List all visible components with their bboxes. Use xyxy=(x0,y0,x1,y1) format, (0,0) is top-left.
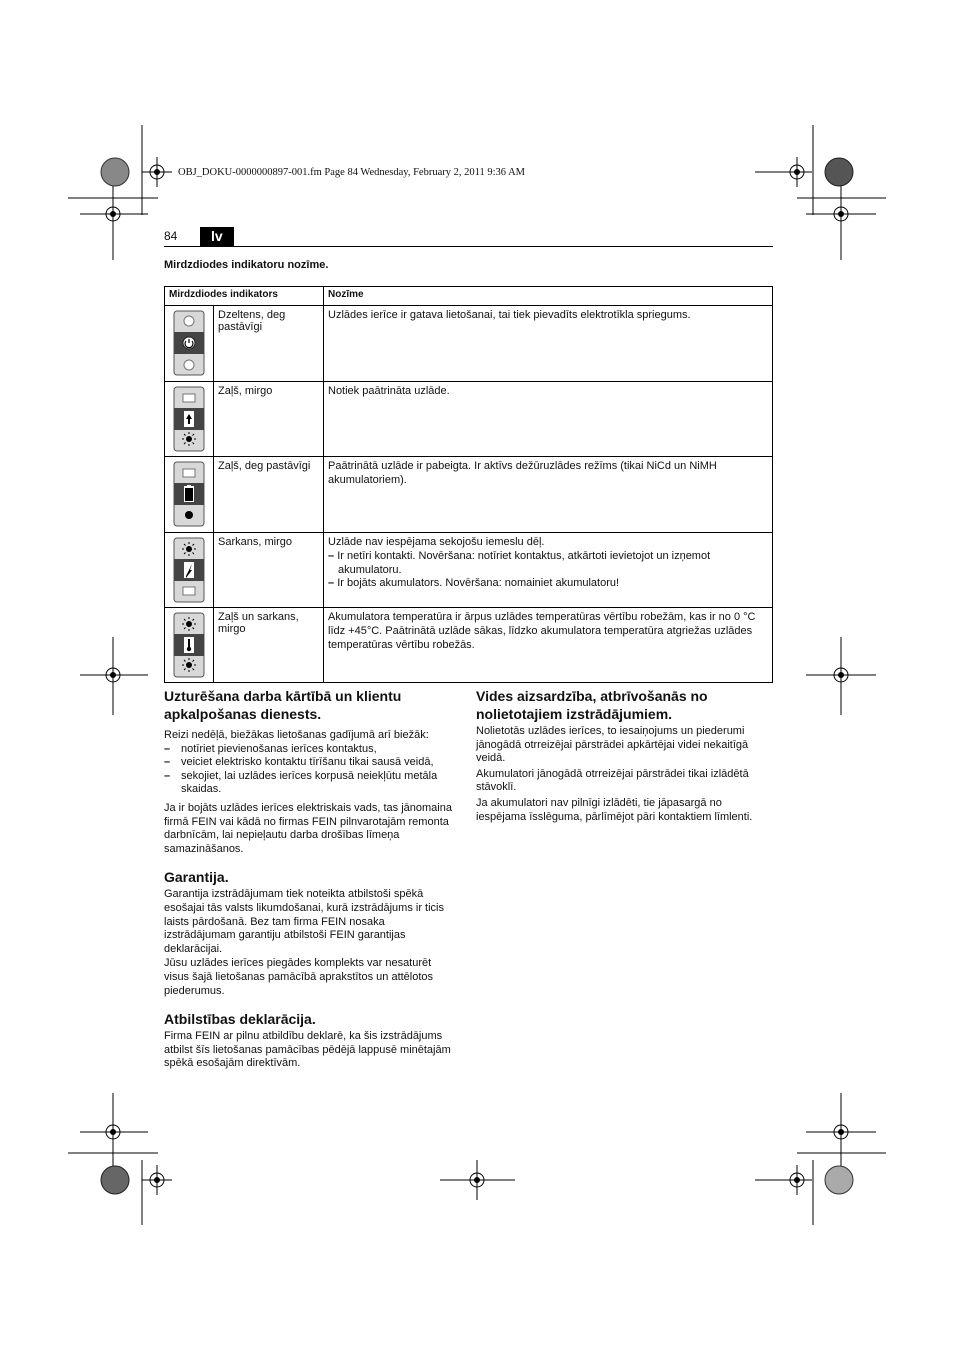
header-indicator: Mirdzdiodes indikators xyxy=(165,287,324,306)
table-row xyxy=(165,608,773,683)
header-rule xyxy=(164,246,773,247)
environment-paragraph-3: Ja akumulatori nav pilnīgi izlādēti, tie jāpasargā no iespējama īsslēguma, pārlīmējot pāri kontaktiem līmlenti. xyxy=(476,796,753,823)
led-icon-cell xyxy=(165,608,214,683)
environment-paragraph-2: Akumulatori jānogādā otrreizējai pārstrādei tikai izlādētā stāvoklī. xyxy=(476,767,749,794)
table-header-row xyxy=(165,287,773,306)
led-meaning xyxy=(324,533,773,608)
table-row xyxy=(165,457,773,533)
maintenance-intro: Reizi nedēļā, biežākas lietošanas gadījumā arī biežāk: xyxy=(164,729,429,741)
led-meaning: Akumulatora temperatūra ir ārpus uzlādes temperatūras vērtību robežām, kas ir no 0 °C līdz +45°C. Paātrinātā uzlāde sākas, līdzko akumulatora temperatūra atgriežas uzlādes temperatūras vērtību robežās. xyxy=(324,608,773,683)
led-indicator-table xyxy=(164,286,773,683)
power-led-icon xyxy=(173,310,205,376)
conformity-paragraph: Firma FEIN ar pilnu atbildību deklarē, ka šis izstrādājums atbilst šīs lietošanas pamācības pēdējā lappusē minētajām spēkā esošajām direktīvām. xyxy=(164,1030,451,1070)
led-icon-cell xyxy=(165,457,214,533)
warranty-paragraph-1: Garantija izstrādājumam tiek noteikta atbilstoši spēkā esošajai tās valsts likumdošanai, kurā izstrādājums ir ticis laists pārdošanā. Bez tam firma FEIN nosaka izstrādājumam garantiju atbilstoši FEIN garantijas deklarācijai. xyxy=(164,888,444,955)
led-icon-cell xyxy=(165,306,214,382)
battery-fault-blink-icon xyxy=(173,537,205,603)
right-column xyxy=(476,687,773,829)
led-state: Zaļš un sarkans, mirgo xyxy=(214,608,324,683)
led-meaning: Paātrinātā uzlāde ir pabeigta. Ir aktīvs dežūruzlādes režīms (tikai NiCd un NiMH akumulatoriem). xyxy=(324,457,773,533)
led-state: Sarkans, mirgo xyxy=(214,533,324,608)
maintenance-paragraph: Ja ir bojāts uzlādes ierīces elektriskais vads, tas jānomaina firmā FEIN vai kādā no firmas FEIN pilnvarotajām remonta darbnīcām, lai nepieļautu darba drošības līmeņa samazināšanos. xyxy=(164,801,452,855)
conformity-heading: Atbilstības deklarācija. xyxy=(164,1011,316,1028)
led-state: Dzeltens, deg pastāvīgi xyxy=(214,306,324,382)
led-meaning-intro: Uzlāde nav iespējama sekojošu iemeslu dēļ. xyxy=(328,536,545,548)
list-item: – veiciet elektrisko kontaktu tīrīšanu tikai sausā veidā, xyxy=(164,756,456,770)
page-number: 84 xyxy=(164,229,178,243)
language-tab: lv xyxy=(200,227,234,246)
led-meaning: Uzlādes ierīce ir gatava lietošanai, tai tiek pievadīts elektrotīkla spriegums. xyxy=(324,306,773,382)
led-state: Zaļš, deg pastāvīgi xyxy=(214,457,324,533)
table-title: Mirdzdiodes indikatoru nozīme. xyxy=(164,259,329,271)
environment-heading: Vides aizsardzība, atbrīvošanās no nolietotajiem izstrādājumiem. xyxy=(476,688,708,722)
warranty-heading: Garantija. xyxy=(164,869,229,886)
maintenance-heading: Uzturēšana darba kārtībā un klientu apkalpošanas dienests. xyxy=(164,688,402,722)
table-row xyxy=(165,306,773,382)
led-icon-cell xyxy=(165,533,214,608)
led-state: Zaļš, mirgo xyxy=(214,382,324,457)
table-row xyxy=(165,382,773,457)
table-row xyxy=(165,533,773,608)
warranty-paragraph-2: Jūsu uzlādes ierīces piegādes komplekts var nesaturēt visus šajā lietošanas pamācībā aprakstītos un attēlotos piederumus. xyxy=(164,957,434,997)
fast-charge-blink-icon xyxy=(173,386,205,452)
maintenance-list xyxy=(164,743,456,797)
header-meaning: Nozīme xyxy=(324,287,773,306)
file-slug: OBJ_DOKU-0000000897-001.fm Page 84 Wednesday, February 2, 2011 9:36 AM xyxy=(178,167,525,178)
temperature-blink-icon xyxy=(173,612,205,678)
led-meaning-item: – Ir bojāts akumulators. Novēršana: nomainiet akumulatoru! xyxy=(328,577,620,590)
environment-paragraph-1: Nolietotās uzlādes ierīces, to iesaiņojums un piederumi jānogādā otrreizējai pārstrādei apkārtējai videi nekaitīgā veidā. xyxy=(476,725,749,765)
list-item: – sekojiet, lai uzlādes ierīces korpusā neiekļūtu metāla skaidas. xyxy=(164,770,456,797)
led-icon-cell xyxy=(165,382,214,457)
list-item: – notīriet pievienošanas ierīces kontaktus, xyxy=(164,743,456,757)
led-meaning: Notiek paātrināta uzlāde. xyxy=(324,382,773,457)
left-column xyxy=(164,687,456,1076)
led-meaning-item: – Ir netīri kontakti. Novēršana: notīriet kontaktus, atkārtoti ievietojot un izņemot akumulatoru. xyxy=(328,549,711,576)
battery-full-icon xyxy=(173,461,205,527)
